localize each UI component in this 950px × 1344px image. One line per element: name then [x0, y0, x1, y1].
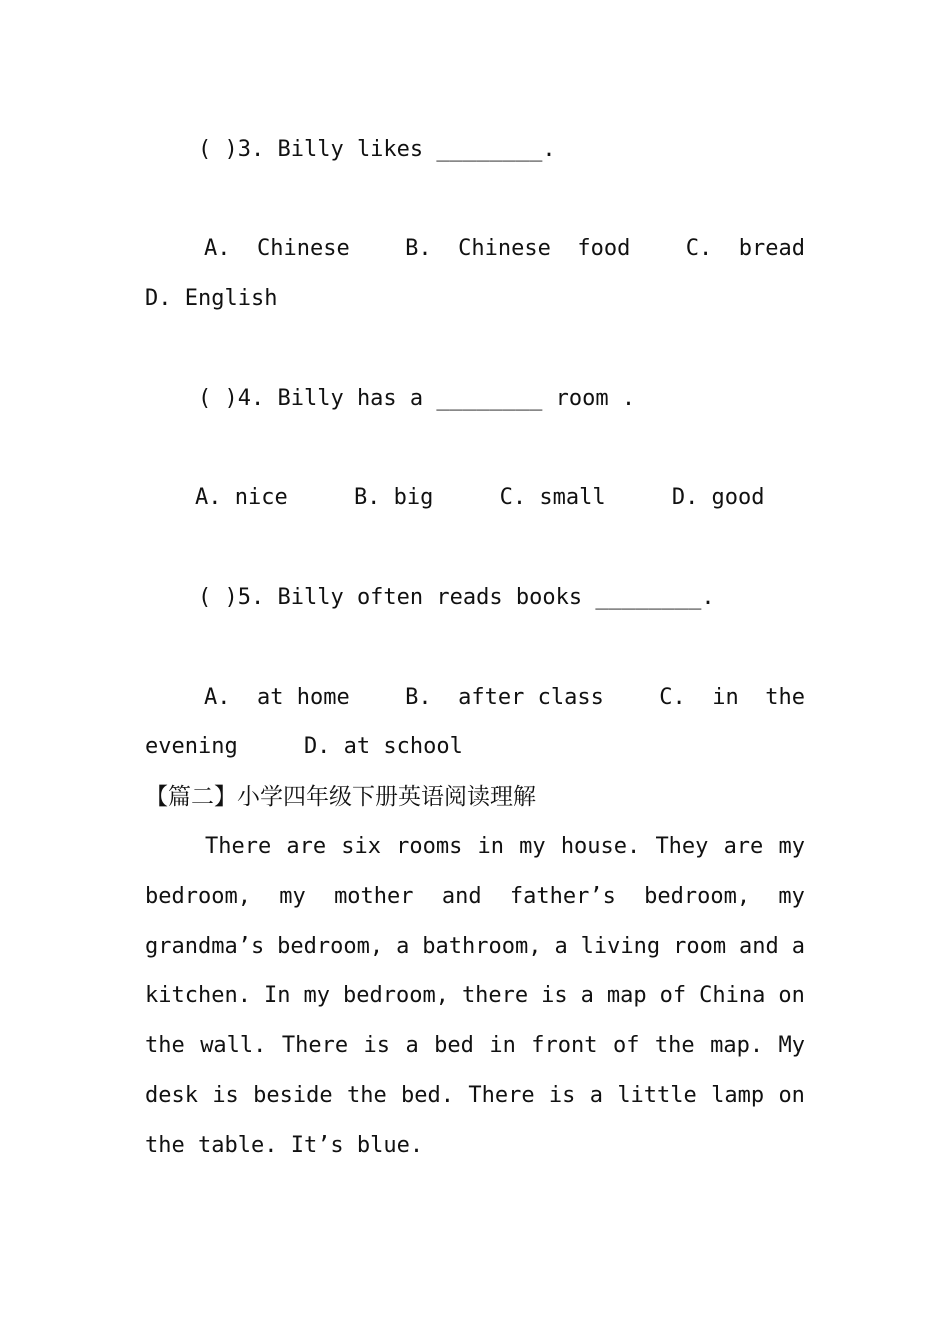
passage-word: of [659, 983, 687, 1009]
passage-word: map [606, 983, 647, 1009]
passage-word: a [554, 933, 568, 959]
passage-word: desk [145, 1083, 198, 1108]
passage-word: There [468, 1083, 535, 1108]
passage-word: In [263, 983, 291, 1009]
passage-word: my [778, 834, 805, 859]
passage-word: bedroom, [644, 883, 751, 909]
passage-word: My [778, 1033, 805, 1059]
passage-word: is [212, 1083, 239, 1108]
passage-word: are [723, 834, 764, 859]
question-4-stem: ( )4. Billy has a ________ room . [198, 386, 636, 411]
passage-word: a [580, 983, 594, 1009]
passage-word: is [548, 1083, 576, 1108]
passage-last-line: the table. It’s blue. [145, 1133, 424, 1158]
passage-word: living [580, 933, 661, 959]
passage-word: rooms [396, 834, 463, 859]
passage-word: six [341, 834, 382, 859]
q5-option-a: A. at home [204, 685, 350, 710]
passage-word: is [541, 983, 568, 1009]
passage-word: There [205, 834, 272, 859]
passage-line [145, 882, 805, 912]
passage-word: is [363, 1033, 391, 1059]
q5-option-continuation: evening D. at school [145, 734, 463, 759]
question-4-options: A. nice B. big C. small D. good [195, 485, 765, 510]
q5-option-c: C. in the [659, 685, 805, 710]
passage-word: and [739, 933, 779, 959]
passage-word: father’s [509, 883, 616, 909]
passage-word: bed [434, 1033, 474, 1059]
passage-word: map. [710, 1033, 764, 1059]
passage-word: in [489, 1033, 516, 1059]
question-3-stem: ( )3. Billy likes ________. [198, 137, 556, 162]
passage-word: a [396, 933, 410, 959]
passage-word: the [145, 1033, 185, 1059]
passage-word: house. [560, 834, 641, 859]
passage-word: There [281, 1033, 349, 1059]
q3-option-a: A. Chinese [204, 236, 350, 261]
question-5-options [204, 683, 805, 713]
passage-word: on [778, 1083, 805, 1108]
passage-word: wall. [200, 1033, 267, 1059]
passage-word: beside [253, 1083, 333, 1108]
passage-line [145, 1031, 805, 1061]
passage-word: bed. [401, 1083, 455, 1108]
passage-word: my [778, 883, 805, 909]
passage-word: the [654, 1033, 695, 1059]
passage-word: a [405, 1033, 419, 1059]
passage-word: and [441, 883, 482, 909]
q3-option-b: B. Chinese food [405, 236, 631, 261]
passage-word: a [791, 933, 805, 959]
passage-word: China [699, 983, 766, 1009]
passage-word: bedroom, [277, 933, 384, 959]
passage-line [145, 932, 805, 962]
passage-line [205, 832, 805, 862]
passage-word: my [519, 834, 546, 859]
passage-word: little [617, 1083, 697, 1108]
passage-word: bathroom, [422, 933, 542, 959]
question-3-options [204, 234, 805, 264]
passage-word: on [778, 983, 805, 1009]
passage-word: They [655, 834, 709, 859]
passage-word: the [346, 1083, 387, 1108]
q5-option-b: B. after class [405, 685, 604, 710]
section-heading: 【篇二】小学四年级下册英语阅读理解 [145, 784, 536, 810]
passage-word: lamp [711, 1083, 765, 1108]
passage-word: room [673, 933, 727, 959]
passage-word: in [477, 834, 505, 859]
passage-word: there [461, 983, 529, 1009]
q3-option-d: D. English [145, 286, 278, 311]
passage-word: front [531, 1033, 598, 1059]
question-5-stem: ( )5. Billy often reads books ________. [198, 585, 715, 610]
passage-word: my [279, 883, 306, 909]
passage-line [145, 1081, 805, 1111]
passage-word: a [589, 1083, 603, 1108]
passage-word: are [286, 834, 327, 859]
passage-word: grandma’s [145, 933, 265, 959]
passage-word: mother [334, 883, 414, 909]
passage-word: bedroom, [145, 883, 251, 909]
passage-word: my [303, 983, 330, 1009]
passage-line [145, 981, 805, 1011]
passage-word: bedroom, [342, 983, 449, 1009]
passage-word: of [612, 1033, 640, 1059]
passage-word: kitchen. [145, 983, 251, 1009]
q3-option-c: C. bread [685, 236, 805, 261]
